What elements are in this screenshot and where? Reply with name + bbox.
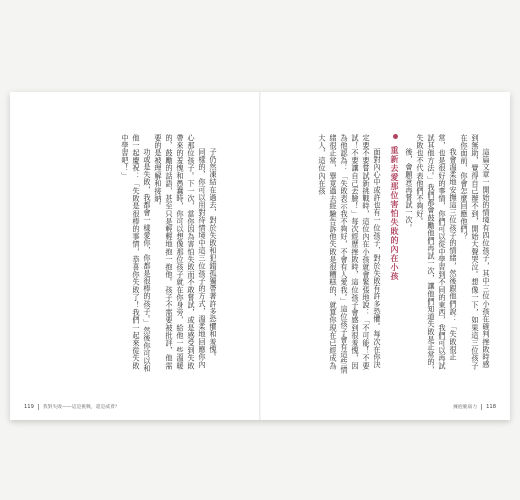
right-paragraph-1: 這篇文章一開始的情境有四位孩子，其中三位小孩在確判挫敗時感到無助，覺得自己辦不到，開始大聲哭泣。想像一下，如果這三位孩子在你面前，你會怎麼回應他們？ xyxy=(460,134,491,370)
right-running-head: 擁抱脆弱力 xyxy=(453,405,478,410)
right-page xyxy=(261,92,510,420)
folio-divider xyxy=(481,404,482,410)
left-page xyxy=(10,92,259,420)
right-paragraph-4: 面對內心中或許也有一位孩子，對於失敗有許多恐懼。每次在你決定要不要嘗試新挑戰時，這位內在小孩就會緊張地說：「不可能！不要試！不要讓自己丟臉！」每次經歷挫敗時，這位孩子會感到很羞愧，因為他認為：「失敗表示我不夠好，不會有人愛我。」這位孩子會有這些情緒很正常，畢竟過去經驗告訴他失敗是很糟糕的，就算你現在已經成為大人，這位內在孩 xyxy=(318,134,382,374)
right-paragraph-2: 我會溫柔地安撫這三位孩子的情緒，然後跟他們說：「失敗很正常，也是很好的事情，你們可以從中學習到不同的東西，我們可以再試試其他方法。」我們都會鼓勵他們再試一次，讓他們知道失敗是正常的，失敗也不代表他們不夠好。 xyxy=(416,134,458,374)
section-heading xyxy=(389,134,400,374)
left-running-head: 我對失敗——這是挑戰，還是威脅？ xyxy=(42,405,120,410)
right-page-body xyxy=(282,134,492,374)
left-page-number: 119 xyxy=(24,403,34,410)
book-spread xyxy=(10,92,510,420)
folio-divider xyxy=(38,404,39,410)
left-paragraph-2: 同樣的，你可以用對待情境中這三位孩子的方式，溫柔地回應你內心那位孩子。下一次，當你因為害怕失敗而不敢嘗試，或是感受到失敗帶來的羞愧和愚蠢時，你可以想像那位孩子就在你身旁，給他一些溫暖的、鼓勵的話語，甚至只是輕輕地抱一抱他。孩子不需要被批評，他需要的是被理解和接納。 xyxy=(154,134,207,370)
heading-bullet-icon xyxy=(393,134,398,139)
right-page-number: 118 xyxy=(486,403,496,410)
right-paragraph-3: 後，會願意再嘗試一次。 xyxy=(405,148,414,232)
right-folio xyxy=(453,403,496,410)
left-paragraph-1: 子仍然凍結在過去，對於失敗和犯錯孤獨帶著許多恐懼和羞愧。 xyxy=(209,148,218,362)
left-page-body xyxy=(29,134,219,374)
left-paragraph-3: 功或是失敗，我都會一樣愛你，你都是很棒的孩子。」然後你可以和他一起慶祝：「失敗是很棒的事情，恭喜你失敗了！我們一起來從失敗中學習吧！」 xyxy=(121,134,152,373)
section-heading-text: 重新去愛那位害怕失敗的內在小孩 xyxy=(390,145,400,281)
left-folio xyxy=(24,403,120,410)
